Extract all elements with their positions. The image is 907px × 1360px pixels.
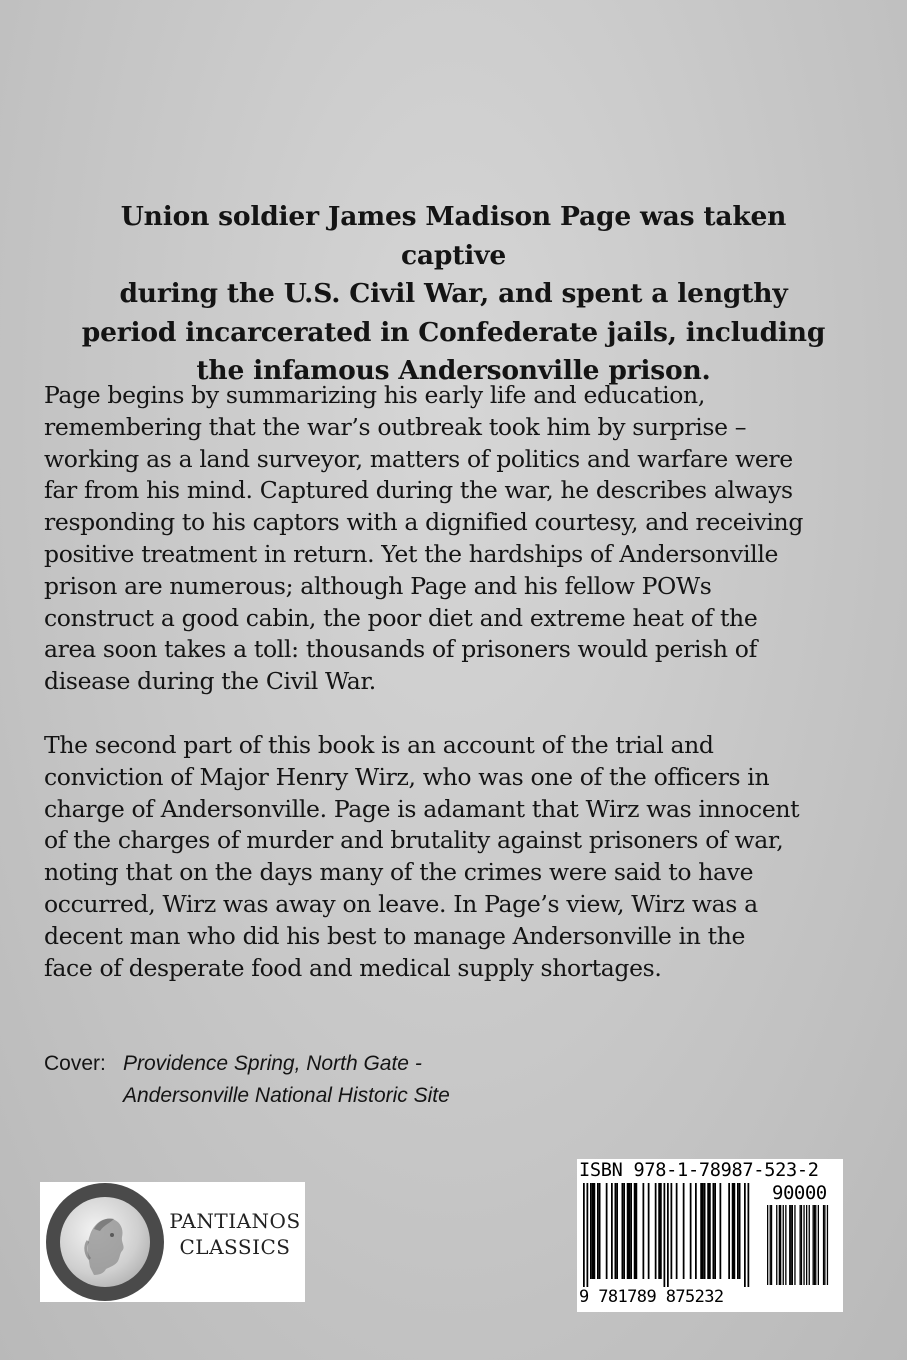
- addon-bar: [824, 1205, 825, 1285]
- paragraph-line: remembering that the war’s outbreak took him by surprise –: [44, 412, 747, 441]
- publisher-name: [168, 1208, 302, 1260]
- barcode-bar: [636, 1183, 638, 1279]
- barcode-bar: [648, 1183, 650, 1279]
- paragraph-line: working as a land surveyor, matters of politics and warfare were: [44, 444, 793, 473]
- addon-bar: [779, 1205, 780, 1285]
- isbn-label: ISBN 978-1-78987-523-2: [579, 1160, 819, 1181]
- barcode-bar: [658, 1183, 660, 1279]
- addon-bar: [790, 1205, 791, 1285]
- barcode-bar: [629, 1183, 631, 1279]
- barcode-bar: [634, 1183, 636, 1279]
- addon-bar: [780, 1205, 781, 1285]
- barcode-bar: [709, 1183, 711, 1279]
- barcode-bar: [592, 1183, 594, 1279]
- paragraph-line: disease during the Civil War.: [44, 667, 376, 696]
- barcode-bar: [690, 1183, 692, 1279]
- paragraph-line: conviction of Major Henry Wirz, who was one of the officers in: [44, 762, 770, 791]
- publisher-name-line-1: PANTIANOS: [169, 1209, 301, 1233]
- addon-bar: [801, 1205, 802, 1285]
- barcode-bar: [623, 1183, 625, 1279]
- barcode-bar: [627, 1183, 629, 1279]
- lead-line: the infamous Andersonville prison.: [196, 355, 711, 386]
- barcode-bar: [714, 1183, 716, 1279]
- barcode-bar: [728, 1183, 730, 1279]
- publisher-name-line-2: CLASSICS: [179, 1235, 291, 1259]
- barcode-bar: [583, 1183, 585, 1287]
- barcode-bar: [587, 1183, 589, 1287]
- barcode-bar: [606, 1183, 608, 1279]
- addon-bar: [783, 1205, 784, 1285]
- addon-bar: [776, 1205, 777, 1285]
- cover-credit-label: Cover:: [44, 1052, 106, 1075]
- barcode-bar: [732, 1183, 734, 1279]
- barcode-bar: [700, 1183, 702, 1279]
- paragraph-line: area soon takes a toll: thousands of prisoners would perish of: [44, 635, 757, 664]
- addon-bar: [813, 1205, 814, 1285]
- barcode-bar: [720, 1183, 722, 1279]
- addon-bar: [789, 1205, 790, 1285]
- addon-bar: [814, 1205, 815, 1285]
- barcode-bar: [660, 1183, 662, 1279]
- addon-bar: [770, 1205, 771, 1285]
- paragraph-line: The second part of this book is an account of the trial and: [44, 731, 714, 759]
- addon-bar: [818, 1205, 819, 1285]
- ean-digits: 9 781789 875232: [579, 1287, 724, 1307]
- barcode-bar: [676, 1183, 678, 1279]
- barcode-bar: [611, 1183, 613, 1279]
- cover-credit-title-line-2: Andersonville National Historic Site: [123, 1084, 450, 1107]
- addon-bar: [794, 1205, 795, 1285]
- addon-bar: [785, 1205, 786, 1285]
- barcode-bar: [597, 1183, 599, 1279]
- paragraph-line: decent man who did his best to manage Andersonville in the: [44, 921, 746, 950]
- barcode-bar: [707, 1183, 709, 1279]
- barcode-bar: [704, 1183, 706, 1279]
- paragraph-line: noting that on the days many of the crimes were said to have: [44, 858, 754, 887]
- addon-bar: [809, 1205, 810, 1285]
- barcode-bar: [664, 1183, 666, 1287]
- paragraph-line: far from his mind. Captured during the war, he describes always: [44, 476, 793, 505]
- addon-barcode-bars: [767, 1205, 837, 1287]
- barcode-bar: [671, 1183, 673, 1279]
- addon-bar: [815, 1205, 816, 1285]
- barcode-bar: [655, 1183, 657, 1279]
- description-paragraph-1: [44, 380, 874, 698]
- barcode-bar: [713, 1183, 715, 1279]
- publisher-logo: [40, 1182, 305, 1302]
- barcode-bar: [616, 1183, 618, 1279]
- paragraph-line: occurred, Wirz was away on leave. In Page’s view, Wirz was a: [44, 889, 758, 918]
- lead-line: period incarcerated in Confederate jails, including: [81, 316, 826, 348]
- addon-bar: [792, 1205, 793, 1285]
- ean-barcode-bars: [583, 1183, 763, 1287]
- addon-bar: [827, 1205, 828, 1285]
- addon-bar: [767, 1205, 768, 1285]
- barcode-bar: [622, 1183, 624, 1279]
- barcode-bar: [748, 1183, 750, 1287]
- addon-bar: [803, 1205, 804, 1285]
- paragraph-line: construct a good cabin, the poor diet and extreme heat of the: [44, 603, 758, 632]
- barcode-bar: [643, 1183, 645, 1279]
- barcode-bar: [739, 1183, 741, 1279]
- lead-summary: [70, 198, 837, 391]
- barcode-bar: [695, 1183, 697, 1279]
- barcode-bar: [734, 1183, 736, 1279]
- isbn-barcode: [577, 1159, 843, 1312]
- addon-bar: [823, 1205, 824, 1285]
- cover-credit-title-line-1: Providence Spring, North Gate -: [123, 1052, 422, 1075]
- portrait-head-icon: [60, 1197, 150, 1287]
- barcode-bar: [702, 1183, 704, 1279]
- barcode-bar: [744, 1183, 746, 1287]
- lead-line: during the U.S. Civil War, and spent a lengthy: [119, 278, 788, 309]
- paragraph-line: positive treatment in return. Yet the hardships of Andersonville: [44, 539, 779, 568]
- paragraph-line: of the charges of murder and brutality against prisoners of war,: [44, 826, 784, 855]
- paragraph-line: Page begins by summarizing his early life and education,: [44, 381, 705, 409]
- paragraph-line: face of desperate food and medical supply shortages.: [44, 953, 662, 982]
- barcode-bar: [590, 1183, 592, 1279]
- addon-bar: [806, 1205, 807, 1285]
- barcode-bar: [594, 1183, 596, 1279]
- barcode-bar: [630, 1183, 632, 1279]
- barcode-bar: [737, 1183, 739, 1279]
- price-code: 90000: [772, 1182, 827, 1204]
- description-paragraph-2: [44, 730, 874, 984]
- addon-bar: [800, 1205, 801, 1285]
- lead-line: Union soldier James Madison Page was taken captive: [120, 201, 787, 271]
- paragraph-line: prison are numerous; although Page and his fellow POWs: [44, 571, 712, 600]
- barcode-bar: [683, 1183, 685, 1279]
- barcode-bar: [599, 1183, 601, 1279]
- barcode-bar: [667, 1183, 669, 1287]
- addon-bar: [771, 1205, 772, 1285]
- paragraph-line: charge of Andersonville. Page is adamant that Wirz was innocent: [44, 794, 800, 823]
- coin-portrait-icon: [46, 1183, 164, 1301]
- paragraph-line: responding to his captors with a dignified courtesy, and receiving: [44, 508, 804, 537]
- barcode-bar: [615, 1183, 617, 1279]
